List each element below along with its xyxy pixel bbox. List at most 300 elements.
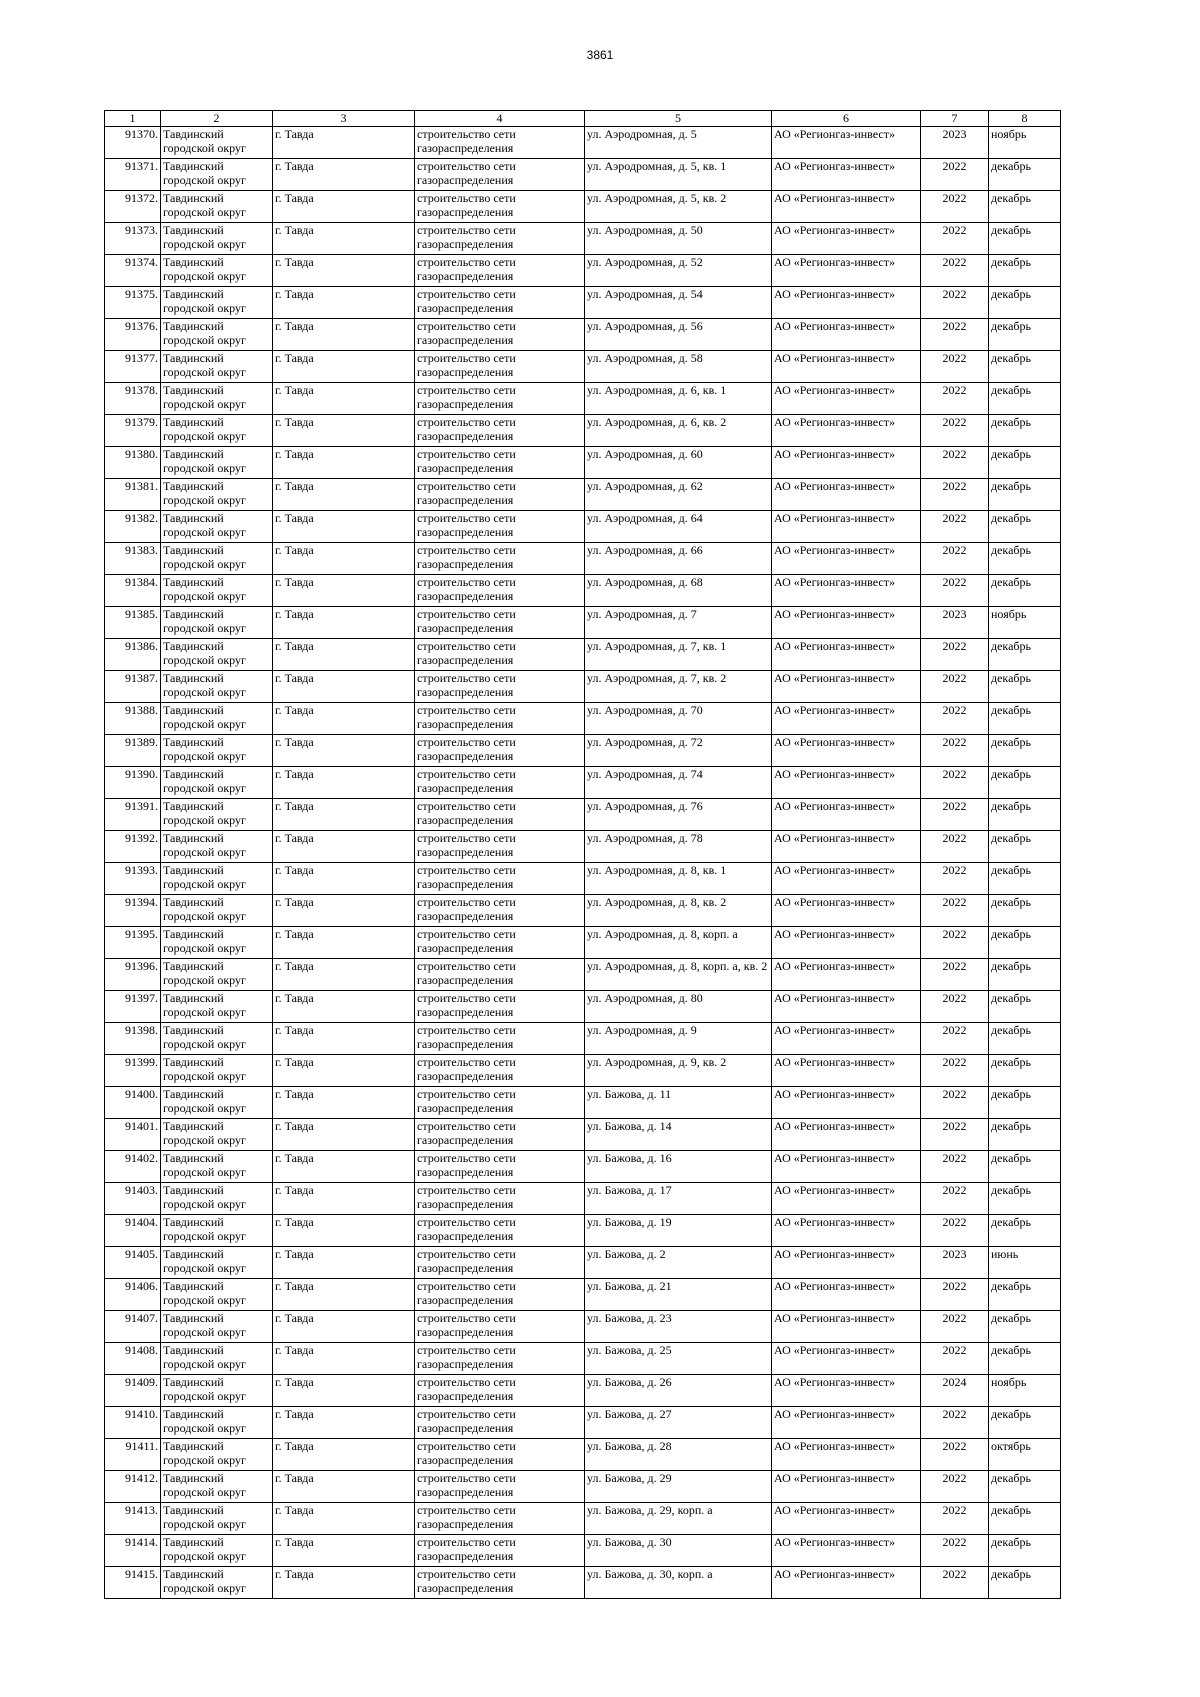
locality-cell: г. Тавда [273, 639, 415, 671]
district-cell [161, 895, 273, 927]
year-cell: 2022 [921, 415, 989, 447]
table-row [105, 639, 1061, 671]
month-cell: декабрь [989, 1215, 1061, 1247]
work-type-cell [415, 479, 585, 511]
table-row [105, 127, 1061, 159]
table-row [105, 607, 1061, 639]
work-line1: строительство сети [417, 959, 516, 973]
row-number: 91379. [105, 415, 161, 447]
table-row [105, 959, 1061, 991]
work-line1: строительство сети [417, 1535, 516, 1549]
table-row [105, 255, 1061, 287]
address-cell: ул. Аэродромная, д. 6, кв. 2 [585, 415, 772, 447]
district-cell [161, 799, 273, 831]
locality-cell: г. Тавда [273, 959, 415, 991]
row-number: 91400. [105, 1087, 161, 1119]
work-line1: строительство сети [417, 863, 516, 877]
district-line2: городской округ [163, 621, 246, 635]
table-row [105, 511, 1061, 543]
district-cell [161, 767, 273, 799]
district-line2: городской округ [163, 1197, 246, 1211]
month-cell: ноябрь [989, 127, 1061, 159]
month-cell: декабрь [989, 799, 1061, 831]
district-line2: городской округ [163, 1453, 246, 1467]
month-cell: декабрь [989, 255, 1061, 287]
locality-cell: г. Тавда [273, 1151, 415, 1183]
locality-cell: г. Тавда [273, 767, 415, 799]
year-cell: 2022 [921, 1343, 989, 1375]
month-cell: декабрь [989, 1567, 1061, 1599]
work-line1: строительство сети [417, 255, 516, 269]
district-line1: Тавдинский [163, 1055, 224, 1069]
district-cell [161, 1503, 273, 1535]
district-cell [161, 671, 273, 703]
table-row [105, 287, 1061, 319]
work-line2: газораспределения [417, 557, 514, 571]
locality-cell: г. Тавда [273, 511, 415, 543]
row-number: 91406. [105, 1279, 161, 1311]
month-cell: декабрь [989, 191, 1061, 223]
contractor-cell: АО «Регионгаз-инвест» [772, 255, 921, 287]
work-type-cell [415, 319, 585, 351]
work-type-cell [415, 1311, 585, 1343]
district-line1: Тавдинский [163, 1439, 224, 1453]
district-line1: Тавдинский [163, 991, 224, 1005]
district-line2: городской округ [163, 141, 246, 155]
month-cell: декабрь [989, 1503, 1061, 1535]
contractor-cell: АО «Регионгаз-инвест» [772, 1247, 921, 1279]
row-number: 91396. [105, 959, 161, 991]
contractor-cell: АО «Регионгаз-инвест» [772, 575, 921, 607]
address-cell: ул. Аэродромная, д. 70 [585, 703, 772, 735]
district-cell [161, 511, 273, 543]
work-line2: газораспределения [417, 909, 514, 923]
month-cell: декабрь [989, 1087, 1061, 1119]
district-line1: Тавдинский [163, 799, 224, 813]
work-line1: строительство сети [417, 1119, 516, 1133]
locality-cell: г. Тавда [273, 415, 415, 447]
contractor-cell: АО «Регионгаз-инвест» [772, 863, 921, 895]
address-cell: ул. Аэродромная, д. 52 [585, 255, 772, 287]
table-row [105, 1279, 1061, 1311]
locality-cell: г. Тавда [273, 1343, 415, 1375]
year-cell: 2022 [921, 639, 989, 671]
work-line1: строительство сети [417, 1023, 516, 1037]
table-row [105, 671, 1061, 703]
district-line2: городской округ [163, 1581, 246, 1595]
work-type-cell [415, 127, 585, 159]
district-cell [161, 991, 273, 1023]
contractor-cell: АО «Регионгаз-инвест» [772, 703, 921, 735]
district-line2: городской округ [163, 1517, 246, 1531]
contractor-cell: АО «Регионгаз-инвест» [772, 1183, 921, 1215]
district-line1: Тавдинский [163, 831, 224, 845]
work-type-cell [415, 991, 585, 1023]
district-line1: Тавдинский [163, 927, 224, 941]
work-line2: газораспределения [417, 717, 514, 731]
work-type-cell [415, 1055, 585, 1087]
district-line2: городской округ [163, 557, 246, 571]
district-line1: Тавдинский [163, 863, 224, 877]
work-line1: строительство сети [417, 1407, 516, 1421]
work-line1: строительство сети [417, 1567, 516, 1581]
contractor-cell: АО «Регионгаз-инвест» [772, 383, 921, 415]
work-type-cell [415, 767, 585, 799]
contractor-cell: АО «Регионгаз-инвест» [772, 1119, 921, 1151]
table-row [105, 383, 1061, 415]
district-cell [161, 607, 273, 639]
work-type-cell [415, 1343, 585, 1375]
district-line2: городской округ [163, 1485, 246, 1499]
work-line2: газораспределения [417, 141, 514, 155]
work-line1: строительство сети [417, 639, 516, 653]
year-cell: 2022 [921, 351, 989, 383]
work-line2: газораспределения [417, 1261, 514, 1275]
work-line1: строительство сети [417, 319, 516, 333]
contractor-cell: АО «Регионгаз-инвест» [772, 895, 921, 927]
column-header: 4 [415, 111, 585, 127]
work-type-cell [415, 1087, 585, 1119]
work-type-cell [415, 831, 585, 863]
district-line2: городской округ [163, 813, 246, 827]
work-line2: газораспределения [417, 1325, 514, 1339]
contractor-cell: АО «Регионгаз-инвест» [772, 447, 921, 479]
work-line1: строительство сети [417, 1439, 516, 1453]
locality-cell: г. Тавда [273, 319, 415, 351]
work-line1: строительство сети [417, 543, 516, 557]
work-line1: строительство сети [417, 703, 516, 717]
table-row [105, 415, 1061, 447]
district-line1: Тавдинский [163, 1311, 224, 1325]
district-line2: городской округ [163, 1005, 246, 1019]
district-line1: Тавдинский [163, 127, 224, 141]
work-line1: строительство сети [417, 575, 516, 589]
column-header: 2 [161, 111, 273, 127]
work-line1: строительство сети [417, 1279, 516, 1293]
district-line1: Тавдинский [163, 703, 224, 717]
address-cell: ул. Бажова, д. 16 [585, 1151, 772, 1183]
year-cell: 2022 [921, 1471, 989, 1503]
district-cell [161, 447, 273, 479]
year-cell: 2022 [921, 831, 989, 863]
district-line1: Тавдинский [163, 1183, 224, 1197]
column-header: 7 [921, 111, 989, 127]
table-row [105, 1407, 1061, 1439]
locality-cell: г. Тавда [273, 671, 415, 703]
month-cell: декабрь [989, 1023, 1061, 1055]
month-cell: декабрь [989, 671, 1061, 703]
district-line1: Тавдинский [163, 319, 224, 333]
district-cell [161, 383, 273, 415]
locality-cell: г. Тавда [273, 383, 415, 415]
table-row [105, 1023, 1061, 1055]
table-row [105, 1215, 1061, 1247]
month-cell: декабрь [989, 479, 1061, 511]
district-line1: Тавдинский [163, 735, 224, 749]
month-cell: декабрь [989, 1471, 1061, 1503]
table-row [105, 1343, 1061, 1375]
address-cell: ул. Аэродромная, д. 64 [585, 511, 772, 543]
row-number: 91397. [105, 991, 161, 1023]
locality-cell: г. Тавда [273, 607, 415, 639]
district-cell [161, 927, 273, 959]
month-cell: декабрь [989, 415, 1061, 447]
column-header: 1 [105, 111, 161, 127]
work-type-cell [415, 1183, 585, 1215]
district-line2: городской округ [163, 973, 246, 987]
work-line2: газораспределения [417, 205, 514, 219]
work-line2: газораспределения [417, 813, 514, 827]
row-number: 91410. [105, 1407, 161, 1439]
district-line1: Тавдинский [163, 575, 224, 589]
month-cell: декабрь [989, 639, 1061, 671]
district-line1: Тавдинский [163, 191, 224, 205]
work-type-cell [415, 255, 585, 287]
table-row [105, 831, 1061, 863]
contractor-cell: АО «Регионгаз-инвест» [772, 223, 921, 255]
table-body [105, 127, 1061, 1599]
address-cell: ул. Бажова, д. 14 [585, 1119, 772, 1151]
row-number: 91401. [105, 1119, 161, 1151]
district-cell [161, 831, 273, 863]
work-line2: газораспределения [417, 525, 514, 539]
contractor-cell: АО «Регионгаз-инвест» [772, 1407, 921, 1439]
work-type-cell [415, 1471, 585, 1503]
district-line2: городской округ [163, 1421, 246, 1435]
district-cell [161, 863, 273, 895]
contractor-cell: АО «Регионгаз-инвест» [772, 319, 921, 351]
district-cell [161, 1407, 273, 1439]
table-row [105, 479, 1061, 511]
work-line1: строительство сети [417, 1087, 516, 1101]
column-header: 5 [585, 111, 772, 127]
contractor-cell: АО «Регионгаз-инвест» [772, 1343, 921, 1375]
work-type-cell [415, 671, 585, 703]
locality-cell: г. Тавда [273, 1215, 415, 1247]
row-number: 91381. [105, 479, 161, 511]
work-line1: строительство сети [417, 991, 516, 1005]
table-row [105, 1375, 1061, 1407]
locality-cell: г. Тавда [273, 127, 415, 159]
locality-cell: г. Тавда [273, 895, 415, 927]
contractor-cell: АО «Регионгаз-инвест» [772, 1535, 921, 1567]
district-cell [161, 703, 273, 735]
district-cell [161, 223, 273, 255]
contractor-cell: АО «Регионгаз-инвест» [772, 479, 921, 511]
district-cell [161, 543, 273, 575]
contractor-cell: АО «Регионгаз-инвест» [772, 1151, 921, 1183]
locality-cell: г. Тавда [273, 1247, 415, 1279]
month-cell: декабрь [989, 1279, 1061, 1311]
row-number: 91391. [105, 799, 161, 831]
address-cell: ул. Аэродромная, д. 8, кв. 2 [585, 895, 772, 927]
locality-cell: г. Тавда [273, 863, 415, 895]
month-cell: декабрь [989, 767, 1061, 799]
contractor-cell: АО «Регионгаз-инвест» [772, 1279, 921, 1311]
work-type-cell [415, 1023, 585, 1055]
table-row [105, 1183, 1061, 1215]
district-line1: Тавдинский [163, 1343, 224, 1357]
work-line2: газораспределения [417, 397, 514, 411]
work-type-cell [415, 735, 585, 767]
address-cell: ул. Аэродромная, д. 60 [585, 447, 772, 479]
work-type-cell [415, 1279, 585, 1311]
month-cell: декабрь [989, 543, 1061, 575]
month-cell: декабрь [989, 991, 1061, 1023]
year-cell: 2022 [921, 447, 989, 479]
district-line2: городской округ [163, 365, 246, 379]
district-cell [161, 1247, 273, 1279]
district-cell [161, 1215, 273, 1247]
header-row [105, 111, 1061, 127]
contractor-cell: АО «Регионгаз-инвест» [772, 191, 921, 223]
year-cell: 2022 [921, 671, 989, 703]
table-row [105, 1439, 1061, 1471]
work-line2: газораспределения [417, 1485, 514, 1499]
work-line2: газораспределения [417, 845, 514, 859]
month-cell: декабрь [989, 1343, 1061, 1375]
address-cell: ул. Аэродромная, д. 9 [585, 1023, 772, 1055]
locality-cell: г. Тавда [273, 255, 415, 287]
month-cell: декабрь [989, 895, 1061, 927]
address-cell: ул. Аэродромная, д. 5 [585, 127, 772, 159]
year-cell: 2022 [921, 767, 989, 799]
year-cell: 2022 [921, 1151, 989, 1183]
month-cell: декабрь [989, 703, 1061, 735]
year-cell: 2022 [921, 1407, 989, 1439]
district-cell [161, 191, 273, 223]
contractor-cell: АО «Регионгаз-инвест» [772, 799, 921, 831]
table-row [105, 575, 1061, 607]
row-number: 91404. [105, 1215, 161, 1247]
district-cell [161, 1471, 273, 1503]
row-number: 91393. [105, 863, 161, 895]
work-line1: строительство сети [417, 1247, 516, 1261]
address-cell: ул. Бажова, д. 19 [585, 1215, 772, 1247]
month-cell: декабрь [989, 831, 1061, 863]
row-number: 91402. [105, 1151, 161, 1183]
district-cell [161, 1119, 273, 1151]
district-line1: Тавдинский [163, 255, 224, 269]
table-row [105, 191, 1061, 223]
contractor-cell: АО «Регионгаз-инвест» [772, 927, 921, 959]
district-line2: городской округ [163, 1133, 246, 1147]
address-cell: ул. Аэродромная, д. 74 [585, 767, 772, 799]
work-line2: газораспределения [417, 621, 514, 635]
work-line2: газораспределения [417, 1133, 514, 1147]
year-cell: 2022 [921, 1439, 989, 1471]
address-cell: ул. Аэродромная, д. 5, кв. 2 [585, 191, 772, 223]
locality-cell: г. Тавда [273, 223, 415, 255]
work-line1: строительство сети [417, 479, 516, 493]
contractor-cell: АО «Регионгаз-инвест» [772, 1087, 921, 1119]
address-cell: ул. Бажова, д. 27 [585, 1407, 772, 1439]
district-line2: городской округ [163, 237, 246, 251]
work-line2: газораспределения [417, 1389, 514, 1403]
locality-cell: г. Тавда [273, 575, 415, 607]
work-line2: газораспределения [417, 1357, 514, 1371]
locality-cell: г. Тавда [273, 447, 415, 479]
contractor-cell: АО «Регионгаз-инвест» [772, 415, 921, 447]
month-cell: декабрь [989, 1535, 1061, 1567]
district-cell [161, 415, 273, 447]
contractor-cell: АО «Регионгаз-инвест» [772, 767, 921, 799]
locality-cell: г. Тавда [273, 1535, 415, 1567]
address-cell: ул. Бажова, д. 29 [585, 1471, 772, 1503]
district-line2: городской округ [163, 1325, 246, 1339]
locality-cell: г. Тавда [273, 1407, 415, 1439]
contractor-cell: АО «Регионгаз-инвест» [772, 671, 921, 703]
year-cell: 2023 [921, 127, 989, 159]
district-line1: Тавдинский [163, 1151, 224, 1165]
district-cell [161, 735, 273, 767]
district-line2: городской округ [163, 781, 246, 795]
district-line1: Тавдинский [163, 1023, 224, 1037]
year-cell: 2022 [921, 959, 989, 991]
address-cell: ул. Бажова, д. 21 [585, 1279, 772, 1311]
locality-cell: г. Тавда [273, 735, 415, 767]
address-cell: ул. Аэродромная, д. 8, корп. а, кв. 2 [585, 959, 772, 991]
locality-cell: г. Тавда [273, 1375, 415, 1407]
address-cell: ул. Аэродромная, д. 8, корп. а [585, 927, 772, 959]
work-line2: газораспределения [417, 1197, 514, 1211]
row-number: 91394. [105, 895, 161, 927]
year-cell: 2022 [921, 255, 989, 287]
year-cell: 2022 [921, 575, 989, 607]
work-type-cell [415, 1503, 585, 1535]
district-line1: Тавдинский [163, 1375, 224, 1389]
year-cell: 2022 [921, 991, 989, 1023]
row-number: 91382. [105, 511, 161, 543]
work-type-cell [415, 1375, 585, 1407]
work-line1: строительство сети [417, 1215, 516, 1229]
work-line2: газораспределения [417, 493, 514, 507]
year-cell: 2022 [921, 1567, 989, 1599]
district-line2: городской округ [163, 397, 246, 411]
locality-cell: г. Тавда [273, 927, 415, 959]
row-number: 91386. [105, 639, 161, 671]
contractor-cell: АО «Регионгаз-инвест» [772, 959, 921, 991]
locality-cell: г. Тавда [273, 543, 415, 575]
year-cell: 2022 [921, 895, 989, 927]
work-type-cell [415, 639, 585, 671]
table-row [105, 1119, 1061, 1151]
row-number: 91377. [105, 351, 161, 383]
work-type-cell [415, 1119, 585, 1151]
row-number: 91408. [105, 1343, 161, 1375]
month-cell: декабрь [989, 287, 1061, 319]
table-row [105, 1247, 1061, 1279]
table-row [105, 1503, 1061, 1535]
work-line1: строительство сети [417, 607, 516, 621]
work-type-cell [415, 383, 585, 415]
work-line2: газораспределения [417, 589, 514, 603]
district-cell [161, 1343, 273, 1375]
table-row [105, 351, 1061, 383]
district-line2: городской округ [163, 1069, 246, 1083]
work-type-cell [415, 511, 585, 543]
work-line2: газораспределения [417, 941, 514, 955]
work-type-cell [415, 159, 585, 191]
district-line2: городской округ [163, 1389, 246, 1403]
table-row [105, 1471, 1061, 1503]
address-cell: ул. Аэродромная, д. 80 [585, 991, 772, 1023]
district-cell [161, 287, 273, 319]
work-line1: строительство сети [417, 799, 516, 813]
district-line2: городской округ [163, 301, 246, 315]
work-line2: газораспределения [417, 1229, 514, 1243]
work-type-cell [415, 287, 585, 319]
